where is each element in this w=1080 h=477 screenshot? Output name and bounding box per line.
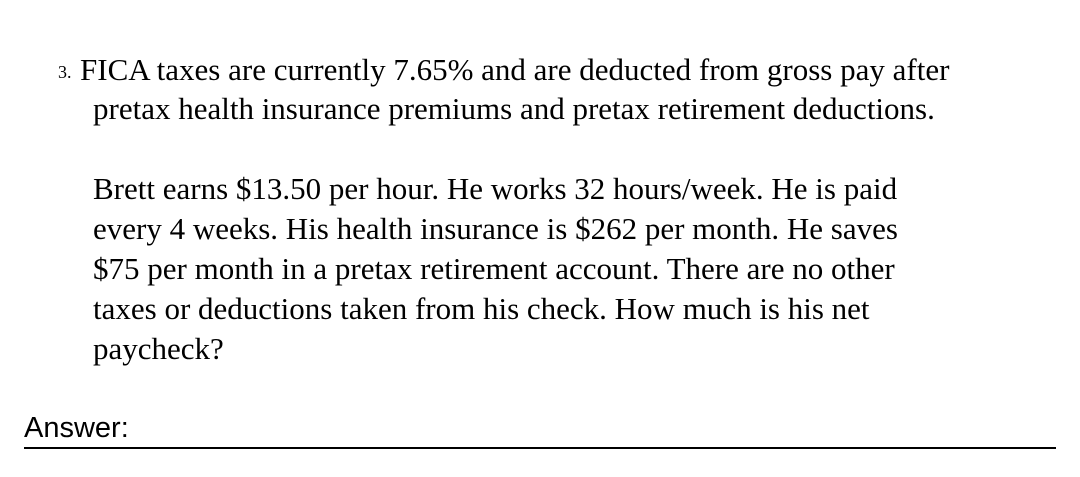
- answer-line[interactable]: [24, 447, 1056, 449]
- scenario-line-1: Brett earns $13.50 per hour. He works 32 hours/week. He is paid: [93, 171, 898, 206]
- scenario-line-5: paycheck?: [93, 331, 224, 366]
- scenario-paragraph: [93, 169, 1053, 369]
- scenario-line-2: every 4 weeks. His health insurance is $262 per month. He saves: [93, 211, 898, 246]
- prompt-line-2: pretax health insurance premiums and pretax retirement deductions.: [93, 91, 935, 126]
- problem-number: 3.: [58, 62, 72, 82]
- prompt-line-1: FICA taxes are currently 7.65% and are deducted from gross pay after: [80, 52, 950, 87]
- answer-label: Answer:: [24, 412, 129, 444]
- scenario-line-4: taxes or deductions taken from his check. How much is his net: [93, 291, 870, 326]
- scenario-line-3: $75 per month in a pretax retirement account. There are no other: [93, 251, 895, 286]
